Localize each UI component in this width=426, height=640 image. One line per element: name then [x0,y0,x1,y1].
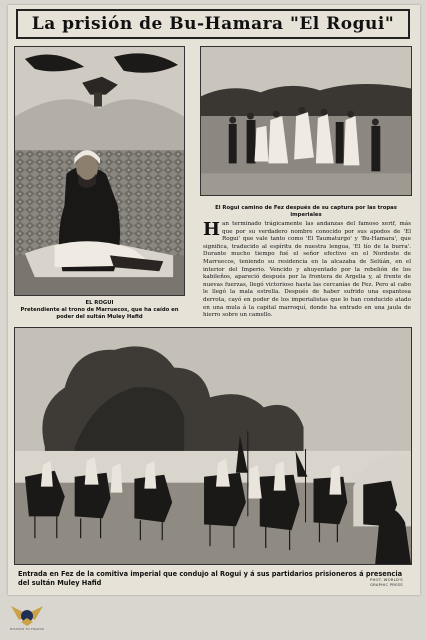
procession-caption: Entrada en Fez de la comitiva imperial que condujo al Rogui y á sus partidarios prisioneros á presencia del sultán Muley Hafid [18,570,403,587]
drop-cap: H [203,219,221,240]
column-photo [200,46,412,196]
portrait-caption-title: EL ROGUI [85,300,114,306]
headline-box [16,9,410,39]
column-caption: El Rogui camino de Fez después de su captura por las tropas imperiales [215,205,397,218]
newspaper-page [8,5,420,595]
portrait-photo [14,46,185,296]
page-title: La prisión de Bu-Hamara "El Rogui" [31,14,395,34]
watermark-label: MISSION TO FRANCE [9,627,45,631]
article-body [203,221,411,320]
article-text: an terminado trágicamente las andanzas del famoso xerif, más que por su verdadero nombre conocido por sus apodos de 'El Rogui' que vale tanto como 'El Taumaturgo' y 'Bu-Hamara', que significa, traducido al espíritu de nuestra lengua, 'El tío de la burra'. Durante mucho tiempo fué el señor efectivo en el Nordeste de Marruecos, teniendo su residencia en la alcazaba de Selúán, en el interior del Imperio. Vencido y ahuyentado por la rebelión de los kabileños, apareció después por la frontera de Argelia y, al frente de nuevas fuerzas, llegó victorioso hasta las cercanías de Fez. Pero al cabo le llegó la mala estrella. Después de haber sufrido una espantosa derrota, cayó en poder de los imperialistas que lo han conducido atado en una mula á la capital marroquí, donde ha entrado en una jaula de hierro sobre un camello. [203,221,411,319]
procession-photo [14,327,412,565]
portrait-caption [14,300,185,321]
portrait-caption-text: Pretendiente al trono de Marruecos, que ha caído en poder del sultán Muley Hafid [20,307,179,320]
photo-credit: PHOT. WORLD'S GRAPHIC PRESS [370,577,403,587]
